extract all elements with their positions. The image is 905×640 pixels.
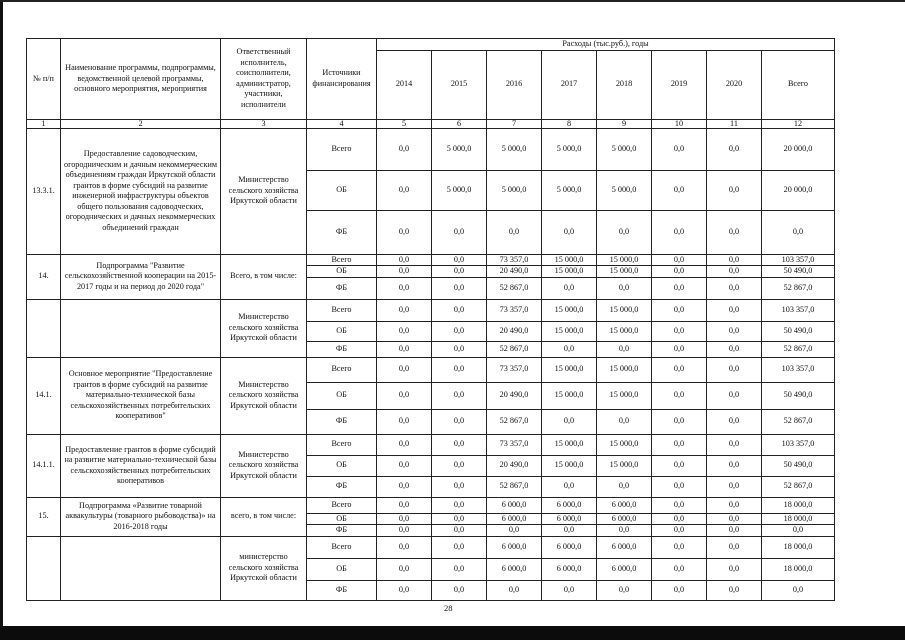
- value-cell-year-2017: 15 000,0: [542, 266, 597, 278]
- value-cell-year-2014: 0,0: [377, 341, 432, 357]
- value-cell-year-2015: 0,0: [432, 341, 487, 357]
- value-cell-year-2014: 0,0: [377, 254, 432, 266]
- value-cell-year-2019: 0,0: [652, 558, 707, 580]
- responsible-cell: министерство сельского хозяйства Иркутской области: [221, 536, 307, 600]
- column-number: 11: [707, 119, 762, 128]
- value-cell-year-2017: 6 000,0: [542, 558, 597, 580]
- value-cell-year-2020: 0,0: [707, 558, 762, 580]
- value-cell-year-2018: 0,0: [597, 210, 652, 254]
- value-cell-year-2020: 0,0: [707, 128, 762, 170]
- value-cell-year-2014: 0,0: [377, 434, 432, 455]
- column-number: 12: [762, 119, 835, 128]
- value-cell-year-2017: 0,0: [542, 580, 597, 600]
- column-number: 4: [307, 119, 377, 128]
- value-cell-year-2015: 0,0: [432, 525, 487, 537]
- row-number-cell: 14.: [27, 254, 61, 299]
- value-cell-year-2020: 0,0: [707, 210, 762, 254]
- value-cell-year-2017: 15 000,0: [542, 299, 597, 321]
- funding-source-cell: ФБ: [307, 476, 377, 497]
- value-cell-year-2014: 0,0: [377, 497, 432, 513]
- value-cell-year-2014: 0,0: [377, 128, 432, 170]
- value-cell-year-2017: 0,0: [542, 476, 597, 497]
- value-cell-year-2014: 0,0: [377, 476, 432, 497]
- value-cell-year-2015: 0,0: [432, 580, 487, 600]
- value-cell-year-2020: 0,0: [707, 341, 762, 357]
- value-cell-year-2017: 6 000,0: [542, 536, 597, 558]
- funding-source-cell: ОБ: [307, 382, 377, 409]
- responsible-cell: всего, в том числе:: [221, 497, 307, 536]
- value-cell-year-2014: 0,0: [377, 277, 432, 299]
- value-cell-year-2014: 0,0: [377, 382, 432, 409]
- value-cell-year-2016: 5 000,0: [487, 128, 542, 170]
- column-number: 6: [432, 119, 487, 128]
- value-cell-total: 103 357,0: [762, 357, 835, 382]
- value-cell-total: 103 357,0: [762, 434, 835, 455]
- value-cell-year-2015: 0,0: [432, 210, 487, 254]
- funding-source-cell: Всего: [307, 128, 377, 170]
- value-cell-total: 18 000,0: [762, 513, 835, 525]
- budget-table: [26, 38, 835, 601]
- table-body: [27, 128, 835, 600]
- value-cell-year-2015: 0,0: [432, 254, 487, 266]
- value-cell-year-2017: 15 000,0: [542, 357, 597, 382]
- value-cell-year-2020: 0,0: [707, 580, 762, 600]
- table-row: [27, 299, 835, 321]
- funding-source-cell: Всего: [307, 497, 377, 513]
- value-cell-year-2016: 52 867,0: [487, 409, 542, 434]
- value-cell-year-2018: 0,0: [597, 476, 652, 497]
- value-cell-year-2014: 0,0: [377, 266, 432, 278]
- value-cell-year-2019: 0,0: [652, 580, 707, 600]
- value-cell-year-2020: 0,0: [707, 409, 762, 434]
- value-cell-year-2017: 0,0: [542, 341, 597, 357]
- value-cell-year-2020: 0,0: [707, 382, 762, 409]
- value-cell-year-2017: 6 000,0: [542, 513, 597, 525]
- column-number: 5: [377, 119, 432, 128]
- header-name: Наименование программы, подпрограммы, ведомственной целевой программы, основного мероприятия, мероприятия: [61, 39, 221, 120]
- value-cell-year-2015: 0,0: [432, 299, 487, 321]
- funding-source-cell: ОБ: [307, 558, 377, 580]
- scan-edge-top: [0, 0, 905, 2]
- value-cell-year-2016: 52 867,0: [487, 277, 542, 299]
- column-number: 8: [542, 119, 597, 128]
- value-cell-year-2016: 6 000,0: [487, 536, 542, 558]
- scan-edge-left: [0, 0, 3, 640]
- column-number: 1: [27, 119, 61, 128]
- funding-source-cell: ФБ: [307, 277, 377, 299]
- row-number-cell: [27, 299, 61, 357]
- value-cell-year-2019: 0,0: [652, 497, 707, 513]
- value-cell-total: 52 867,0: [762, 476, 835, 497]
- value-cell-year-2019: 0,0: [652, 299, 707, 321]
- value-cell-year-2019: 0,0: [652, 321, 707, 341]
- value-cell-total: 52 867,0: [762, 409, 835, 434]
- value-cell-total: 20 000,0: [762, 170, 835, 210]
- value-cell-year-2019: 0,0: [652, 266, 707, 278]
- value-cell-year-2020: 0,0: [707, 476, 762, 497]
- value-cell-year-2016: 6 000,0: [487, 513, 542, 525]
- value-cell-year-2015: 0,0: [432, 497, 487, 513]
- value-cell-year-2018: 15 000,0: [597, 455, 652, 476]
- value-cell-year-2015: 0,0: [432, 382, 487, 409]
- header-year: 2017: [542, 50, 597, 119]
- funding-source-cell: Всего: [307, 357, 377, 382]
- value-cell-year-2018: 15 000,0: [597, 434, 652, 455]
- value-cell-year-2016: 20 490,0: [487, 455, 542, 476]
- value-cell-year-2019: 0,0: [652, 170, 707, 210]
- value-cell-year-2016: 5 000,0: [487, 170, 542, 210]
- value-cell-year-2016: 0,0: [487, 525, 542, 537]
- program-name-cell: [61, 536, 221, 600]
- funding-source-cell: Всего: [307, 434, 377, 455]
- value-cell-year-2020: 0,0: [707, 525, 762, 537]
- value-cell-year-2017: 5 000,0: [542, 128, 597, 170]
- funding-source-cell: ОБ: [307, 266, 377, 278]
- value-cell-year-2019: 0,0: [652, 536, 707, 558]
- value-cell-year-2014: 0,0: [377, 525, 432, 537]
- value-cell-total: 0,0: [762, 580, 835, 600]
- value-cell-year-2020: 0,0: [707, 277, 762, 299]
- program-name-cell: Предоставление садоводческим, огородническим и дачным некоммерческим объединениям граждан Иркутской области грантов в форме субсидий на развитие инженерной инфраструктуры объектов общего пользования садоводческих, огороднических и дачных некоммерческих объединений граждан: [61, 128, 221, 254]
- table-row: [27, 254, 835, 266]
- value-cell-year-2017: 6 000,0: [542, 497, 597, 513]
- value-cell-year-2014: 0,0: [377, 357, 432, 382]
- value-cell-year-2016: 73 357,0: [487, 434, 542, 455]
- value-cell-year-2019: 0,0: [652, 357, 707, 382]
- value-cell-year-2014: 0,0: [377, 170, 432, 210]
- value-cell-year-2018: 0,0: [597, 409, 652, 434]
- scan-edge-bottom: [0, 626, 905, 640]
- row-number-cell: 13.3.1.: [27, 128, 61, 254]
- value-cell-year-2018: 15 000,0: [597, 299, 652, 321]
- funding-source-cell: ОБ: [307, 455, 377, 476]
- value-cell-year-2019: 0,0: [652, 513, 707, 525]
- value-cell-year-2014: 0,0: [377, 580, 432, 600]
- funding-source-cell: ОБ: [307, 170, 377, 210]
- value-cell-year-2015: 0,0: [432, 409, 487, 434]
- value-cell-year-2020: 0,0: [707, 455, 762, 476]
- header-year: 2015: [432, 50, 487, 119]
- funding-source-cell: ОБ: [307, 513, 377, 525]
- value-cell-year-2015: 0,0: [432, 455, 487, 476]
- column-number: 10: [652, 119, 707, 128]
- value-cell-year-2020: 0,0: [707, 266, 762, 278]
- value-cell-year-2014: 0,0: [377, 321, 432, 341]
- value-cell-year-2016: 20 490,0: [487, 266, 542, 278]
- responsible-cell: Всего, в том числе:: [221, 254, 307, 299]
- value-cell-year-2016: 52 867,0: [487, 341, 542, 357]
- funding-source-cell: ФБ: [307, 409, 377, 434]
- header-expenses: Расходы (тыс.руб.), годы: [377, 39, 835, 51]
- funding-source-cell: ФБ: [307, 341, 377, 357]
- value-cell-year-2014: 0,0: [377, 513, 432, 525]
- responsible-cell: Министерство сельского хозяйства Иркутской области: [221, 434, 307, 497]
- value-cell-year-2018: 15 000,0: [597, 254, 652, 266]
- value-cell-year-2019: 0,0: [652, 128, 707, 170]
- value-cell-year-2016: 20 490,0: [487, 382, 542, 409]
- value-cell-year-2016: 73 357,0: [487, 299, 542, 321]
- header-sources: Источники финансирования: [307, 39, 377, 120]
- table-row: [27, 497, 835, 513]
- value-cell-year-2017: 0,0: [542, 277, 597, 299]
- value-cell-year-2020: 0,0: [707, 170, 762, 210]
- funding-source-cell: Всего: [307, 536, 377, 558]
- value-cell-year-2019: 0,0: [652, 476, 707, 497]
- value-cell-year-2016: 52 867,0: [487, 476, 542, 497]
- value-cell-total: 18 000,0: [762, 497, 835, 513]
- value-cell-year-2019: 0,0: [652, 409, 707, 434]
- value-cell-year-2019: 0,0: [652, 525, 707, 537]
- header-year: 2019: [652, 50, 707, 119]
- funding-source-cell: ФБ: [307, 210, 377, 254]
- value-cell-year-2015: 0,0: [432, 476, 487, 497]
- value-cell-year-2016: 6 000,0: [487, 558, 542, 580]
- value-cell-year-2017: 0,0: [542, 409, 597, 434]
- value-cell-year-2014: 0,0: [377, 210, 432, 254]
- value-cell-year-2015: 0,0: [432, 536, 487, 558]
- value-cell-year-2015: 0,0: [432, 513, 487, 525]
- value-cell-year-2019: 0,0: [652, 341, 707, 357]
- value-cell-year-2016: 73 357,0: [487, 254, 542, 266]
- value-cell-year-2018: 15 000,0: [597, 357, 652, 382]
- value-cell-total: 103 357,0: [762, 254, 835, 266]
- program-name-cell: Подпрограмма "Развитие сельскохозяйственной кооперации на 2015-2017 годы и на период до 2020 года": [61, 254, 221, 299]
- value-cell-year-2020: 0,0: [707, 536, 762, 558]
- value-cell-year-2015: 0,0: [432, 321, 487, 341]
- row-number-cell: 14.1.1.: [27, 434, 61, 497]
- value-cell-total: 50 490,0: [762, 321, 835, 341]
- value-cell-year-2018: 15 000,0: [597, 321, 652, 341]
- value-cell-total: 18 000,0: [762, 558, 835, 580]
- value-cell-year-2020: 0,0: [707, 357, 762, 382]
- value-cell-year-2016: 6 000,0: [487, 497, 542, 513]
- header-year: 2020: [707, 50, 762, 119]
- funding-source-cell: ФБ: [307, 525, 377, 537]
- value-cell-year-2016: 20 490,0: [487, 321, 542, 341]
- value-cell-year-2015: 0,0: [432, 558, 487, 580]
- header-year: 2014: [377, 50, 432, 119]
- value-cell-year-2020: 0,0: [707, 497, 762, 513]
- program-name-cell: Основное мероприятие "Предоставление грантов в форме субсидий на развитие материально-технической базы сельскохозяйственных потребительских кооперативов": [61, 357, 221, 434]
- table-row: [27, 434, 835, 455]
- value-cell-year-2018: 6 000,0: [597, 513, 652, 525]
- value-cell-total: 50 490,0: [762, 382, 835, 409]
- table-row: [27, 536, 835, 558]
- header-year: 2018: [597, 50, 652, 119]
- value-cell-year-2018: 5 000,0: [597, 128, 652, 170]
- value-cell-total: 52 867,0: [762, 277, 835, 299]
- value-cell-total: 50 490,0: [762, 266, 835, 278]
- value-cell-year-2014: 0,0: [377, 558, 432, 580]
- program-name-cell: [61, 299, 221, 357]
- value-cell-year-2020: 0,0: [707, 299, 762, 321]
- value-cell-year-2018: 0,0: [597, 341, 652, 357]
- value-cell-year-2018: 6 000,0: [597, 558, 652, 580]
- value-cell-year-2020: 0,0: [707, 254, 762, 266]
- funding-source-cell: ФБ: [307, 580, 377, 600]
- table-row: [27, 128, 835, 170]
- value-cell-year-2019: 0,0: [652, 434, 707, 455]
- value-cell-year-2017: 15 000,0: [542, 382, 597, 409]
- value-cell-year-2015: 5 000,0: [432, 170, 487, 210]
- header-responsible: Ответственный исполнитель, соисполнители, администратор, участники, исполнители: [221, 39, 307, 120]
- value-cell-year-2017: 15 000,0: [542, 321, 597, 341]
- value-cell-year-2018: 5 000,0: [597, 170, 652, 210]
- value-cell-total: 103 357,0: [762, 299, 835, 321]
- program-name-cell: Предоставление грантов в форме субсидий на развитие материально-технической базы сельскохозяйственных потребительских кооперативов: [61, 434, 221, 497]
- value-cell-total: 20 000,0: [762, 128, 835, 170]
- value-cell-year-2015: 0,0: [432, 266, 487, 278]
- value-cell-year-2018: 15 000,0: [597, 382, 652, 409]
- header-num: № п/п: [27, 39, 61, 120]
- column-number: 7: [487, 119, 542, 128]
- funding-source-cell: ОБ: [307, 321, 377, 341]
- row-number-cell: 15.: [27, 497, 61, 536]
- value-cell-year-2020: 0,0: [707, 434, 762, 455]
- header-year: 2016: [487, 50, 542, 119]
- funding-source-cell: Всего: [307, 254, 377, 266]
- value-cell-year-2016: 73 357,0: [487, 357, 542, 382]
- funding-source-cell: Всего: [307, 299, 377, 321]
- value-cell-year-2019: 0,0: [652, 254, 707, 266]
- value-cell-total: 0,0: [762, 210, 835, 254]
- page-number: 28: [444, 603, 453, 613]
- column-number: 3: [221, 119, 307, 128]
- value-cell-year-2020: 0,0: [707, 321, 762, 341]
- value-cell-year-2019: 0,0: [652, 382, 707, 409]
- value-cell-year-2019: 0,0: [652, 210, 707, 254]
- responsible-cell: Министерство сельского хозяйства Иркутской области: [221, 299, 307, 357]
- responsible-cell: Министерство сельского хозяйства Иркутской области: [221, 128, 307, 254]
- value-cell-total: 50 490,0: [762, 455, 835, 476]
- value-cell-year-2014: 0,0: [377, 536, 432, 558]
- value-cell-year-2014: 0,0: [377, 455, 432, 476]
- column-number: 2: [61, 119, 221, 128]
- value-cell-year-2019: 0,0: [652, 455, 707, 476]
- column-number: 9: [597, 119, 652, 128]
- value-cell-year-2018: 6 000,0: [597, 497, 652, 513]
- value-cell-year-2020: 0,0: [707, 513, 762, 525]
- value-cell-total: 0,0: [762, 525, 835, 537]
- value-cell-year-2017: 15 000,0: [542, 434, 597, 455]
- value-cell-year-2015: 0,0: [432, 357, 487, 382]
- value-cell-year-2018: 15 000,0: [597, 266, 652, 278]
- header-total: Всего: [762, 50, 835, 119]
- program-name-cell: Подпрограмма «Развитие товарной аквакультуры (товарного рыбоводства)» на 2016-2018 годы: [61, 497, 221, 536]
- value-cell-year-2017: 15 000,0: [542, 254, 597, 266]
- value-cell-year-2018: 6 000,0: [597, 536, 652, 558]
- value-cell-year-2017: 15 000,0: [542, 455, 597, 476]
- value-cell-year-2019: 0,0: [652, 277, 707, 299]
- value-cell-total: 18 000,0: [762, 536, 835, 558]
- value-cell-year-2017: 0,0: [542, 210, 597, 254]
- value-cell-year-2016: 0,0: [487, 210, 542, 254]
- value-cell-year-2015: 5 000,0: [432, 128, 487, 170]
- value-cell-year-2018: 0,0: [597, 525, 652, 537]
- value-cell-year-2014: 0,0: [377, 409, 432, 434]
- responsible-cell: Министерство сельского хозяйства Иркутской области: [221, 357, 307, 434]
- value-cell-year-2018: 0,0: [597, 277, 652, 299]
- row-number-cell: [27, 536, 61, 600]
- value-cell-year-2014: 0,0: [377, 299, 432, 321]
- table-row: [27, 357, 835, 382]
- value-cell-year-2017: 0,0: [542, 525, 597, 537]
- value-cell-year-2016: 0,0: [487, 580, 542, 600]
- value-cell-year-2015: 0,0: [432, 277, 487, 299]
- row-number-cell: 14.1.: [27, 357, 61, 434]
- value-cell-year-2017: 5 000,0: [542, 170, 597, 210]
- value-cell-year-2018: 0,0: [597, 580, 652, 600]
- value-cell-total: 52 867,0: [762, 341, 835, 357]
- value-cell-year-2015: 0,0: [432, 434, 487, 455]
